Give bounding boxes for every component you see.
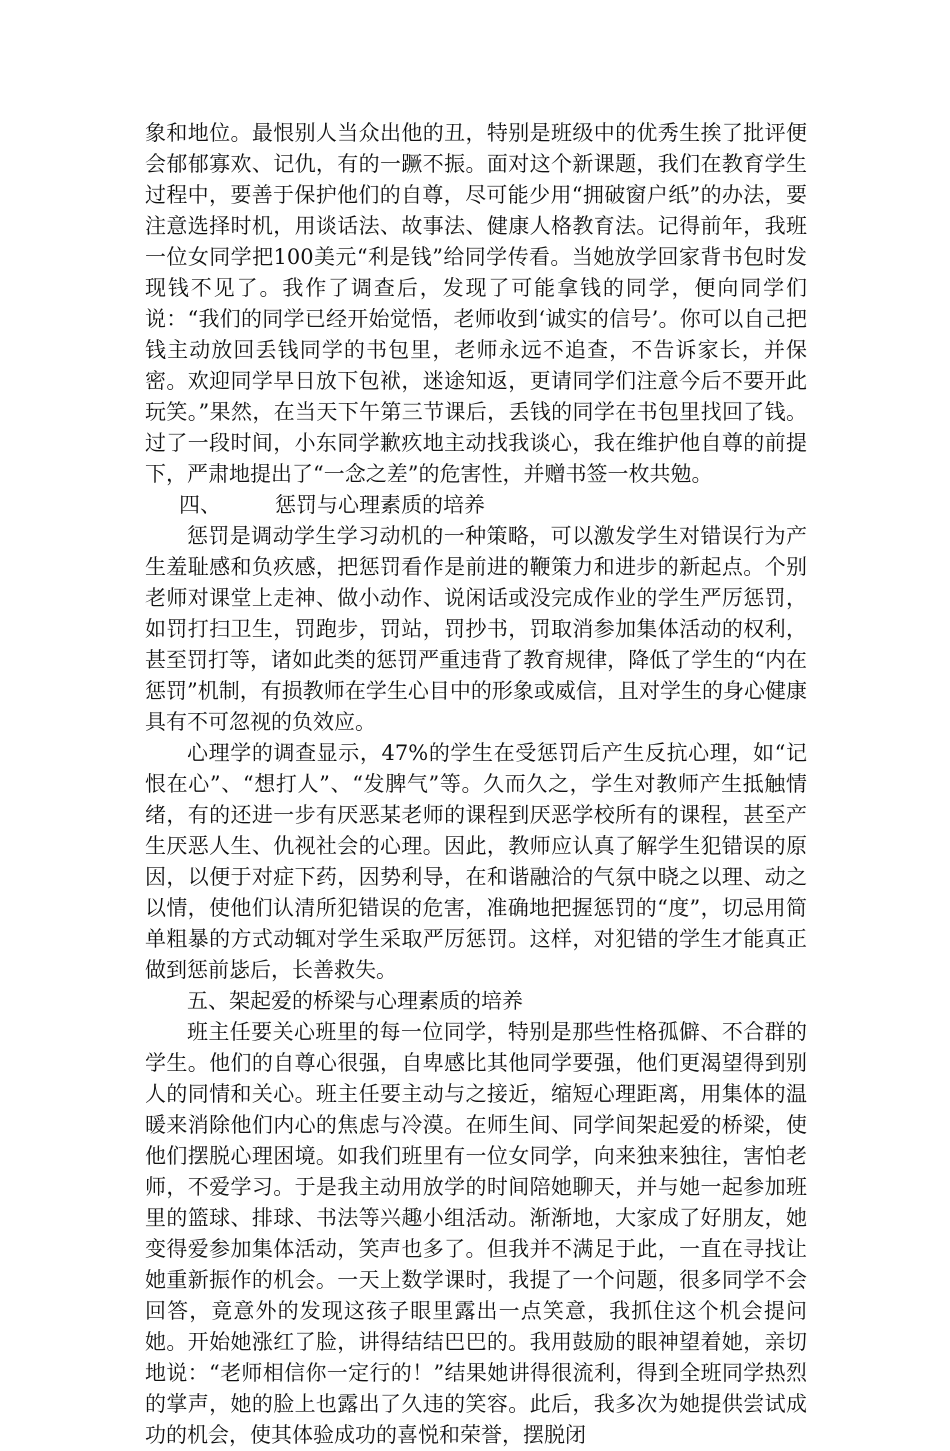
section-number: 四、 xyxy=(179,493,221,517)
paragraph-punishment-strategy: 惩罚是调动学生学习动机的一种策略，可以激发学生对错误行为产生羞耻感和负疚感，把惩罚看作是前进的鞭策力和进步的新起点。个别老师对课堂上走神、做小动作、说闲话或没完成作业的学生严厉惩罚，如罚打扫卫生，罚跑步，罚站，罚抄书，罚取消参加集体活动的权利，甚至罚打等，诸如此类的惩罚严重违背了教育规律，降低了学生的“内在惩罚”机制，有损教师在学生心目中的形象或威信，且对学生的身心健康具有不可忽视的负效应。 xyxy=(145,524,807,734)
section-heading-punishment xyxy=(145,490,807,521)
document-body xyxy=(145,118,807,1451)
section-title: 惩罚与心理素质的培养 xyxy=(275,493,485,517)
paragraph-psychology-survey: 心理学的调查显示，47%的学生在受惩罚后产生反抗心理，如“记恨在心”、“想打人”、“发脾气”等。久而久之，学生对教师产生抵触情绪，有的还进一步有厌恶某老师的课程到厌恶学校所有的课程，甚至产生厌恶人生、仇视社会的心理。因此，教师应认真了解学生犯错误的原因，以便于对症下药，因势利导，在和谐融洽的气氛中晓之以理、动之以情，使他们认清所犯错误的危害，准确地把握惩罚的“度”，切忌用简单粗暴的方式动辄对学生采取严厉惩罚。这样，对犯错的学生才能真正做到惩前毖后，长善救失。 xyxy=(145,741,807,982)
paragraph-honesty-story: 象和地位。最恨别人当众出他的丑，特别是班级中的优秀生挨了批评便会郁郁寡欢、记仇，有的一蹶不振。面对这个新课题，我们在教育学生过程中，要善于保护他们的自尊，尽可能少用“拥破窗户纸”的办法，要注意选择时机，用谈话法、故事法、健康人格教育法。记得前年，我班一位女同学把100美元“利是钱”给同学传看。当她放学回家背书包时发现钱不见了。我作了调查后，发现了可能拿钱的同学，便向同学们说：“我们的同学已经开始觉悟，老师收到‘诚实的信号’。你可以自己把钱主动放回丢钱同学的书包里，老师永远不追查，不告诉家长，并保密。欢迎同学早日放下包袱，迷途知返，更请同学们注意今后不要开此玩笑。”果然，在当天下午第三节课后，丢钱的同学在书包里找回了钱。过了一段时间，小东同学歉疚地主动找我谈心，我在维护他自尊的前提下，严肃地提出了“一念之差”的危害性，并赠书签一枚共勉。 xyxy=(145,121,807,486)
paragraph-class-teacher-care: 班主任要关心班里的每一位同学，特别是那些性格孤僻、不合群的学生。他们的自尊心很强，自卑感比其他同学要强，他们更渴望得到别人的同情和关心。班主任要主动与之接近，缩短心理距离，用集体的温暖来消除他们内心的焦虑与冷漠。在师生间、同学间架起爱的桥梁，使他们摆脱心理困境。如我们班里有一位女同学，向来独来独往，害怕老师，不爱学习。于是我主动用放学的时间陪她聊天，并与她一起参加班里的篮球、排球、书法等兴趣小组活动。渐渐地，大家成了好朋友，她变得爱参加集体活动，笑声也多了。但我并不满足于此，一直在寻找让她重新振作的机会。一天上数学课时，我提了一个问题，很多同学不会回答，竟意外的发现这孩子眼里露出一点笑意，我抓住这个机会提问她。开始她涨红了脸，讲得结结巴巴的。我用鼓励的眼神望着她，亲切地说：“老师相信你一定行的！”结果她讲得很流利，得到全班同学热烈的掌声，她的脸上也露出了久违的笑容。此后，我多次为她提供尝试成功的机会，使其体验成功的喜悦和荣誉，摆脱闭 xyxy=(145,1020,807,1447)
section-heading-love-bridge: 五、架起爱的桥梁与心理素质的培养 xyxy=(187,989,523,1013)
